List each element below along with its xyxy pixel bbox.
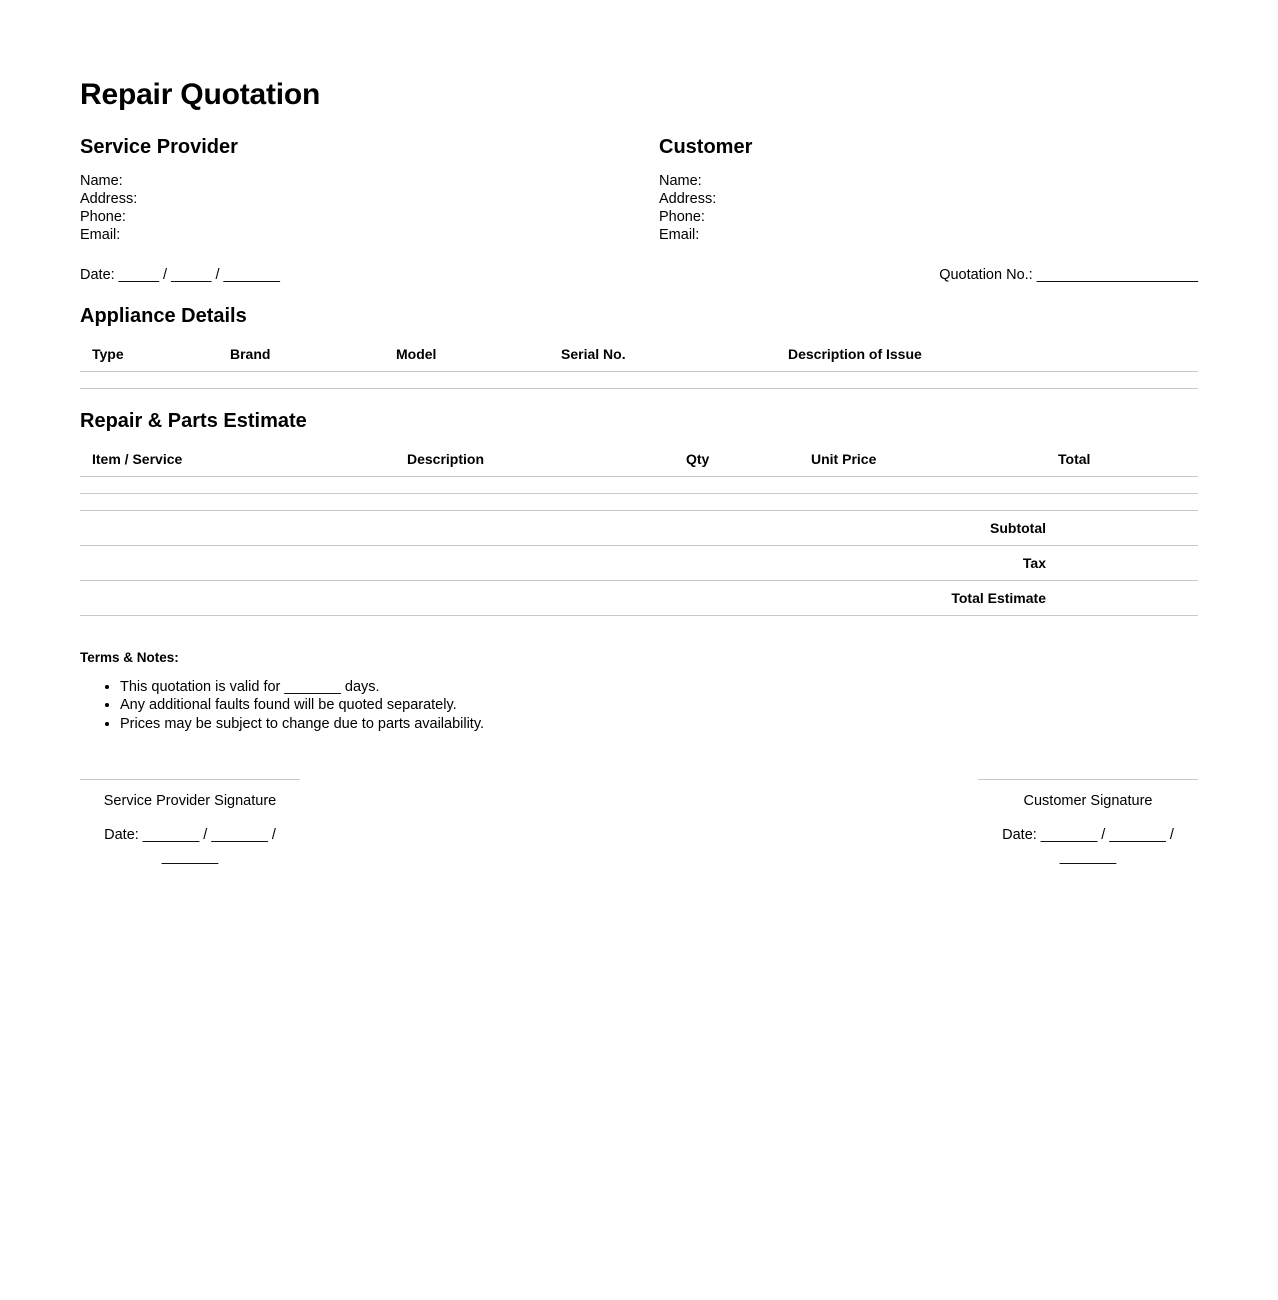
service-provider-name-label: Name: (80, 172, 123, 189)
customer-name-label: Name: (659, 172, 702, 189)
quotation-date-field[interactable]: Date: _____ / _____ / _______ (80, 266, 280, 283)
list-item: • Any additional faults found will be quoted separately. (120, 696, 1198, 715)
table-row[interactable] (80, 493, 1198, 510)
column-header-model: Model (384, 342, 549, 372)
cell-unit-price[interactable] (799, 476, 1046, 493)
customer-signature-label: Customer Signature (1023, 793, 1153, 810)
summary-label-tax: Tax (80, 545, 1046, 580)
service-provider-heading: Service Provider (80, 135, 238, 158)
cell-unit-price[interactable] (799, 493, 1046, 510)
customer-phone-label: Phone: (659, 209, 705, 226)
column-header-qty: Qty (674, 447, 799, 477)
summary-label-subtotal: Subtotal (80, 510, 1046, 545)
summary-row-subtotal (80, 510, 1198, 545)
cell-item-service[interactable] (80, 476, 395, 493)
cell-qty[interactable] (674, 476, 799, 493)
signature-line (80, 779, 300, 780)
customer-email-label: Email: (659, 227, 700, 244)
cell-total[interactable] (1046, 476, 1198, 493)
table-row[interactable] (80, 371, 1198, 388)
table-row[interactable] (80, 476, 1198, 493)
signatures-section (80, 779, 1198, 868)
terms-heading: Terms & Notes: (80, 649, 179, 665)
table-header-row (80, 342, 1198, 372)
repair-estimate-heading: Repair & Parts Estimate (80, 409, 307, 432)
cell-brand[interactable] (218, 371, 384, 388)
cell-qty[interactable] (674, 493, 799, 510)
column-header-item-service: Item / Service (80, 447, 395, 477)
appliance-details-table (80, 342, 1198, 389)
terms-list (80, 678, 1198, 734)
cell-serial-no[interactable] (549, 371, 776, 388)
cell-type[interactable] (80, 371, 218, 388)
summary-value-total-estimate[interactable] (1046, 580, 1198, 615)
column-header-type: Type (80, 342, 218, 372)
customer-heading: Customer (659, 135, 753, 158)
service-provider-signature-label: Service Provider Signature (103, 793, 277, 810)
customer-block (639, 135, 1198, 245)
summary-row-tax (80, 545, 1198, 580)
appliance-details-heading: Appliance Details (80, 304, 247, 327)
summary-value-subtotal[interactable] (1046, 510, 1198, 545)
service-provider-address-label: Address: (80, 190, 138, 207)
service-provider-signature-block (80, 779, 300, 868)
column-header-brand: Brand (218, 342, 384, 372)
cell-item-service[interactable] (80, 493, 395, 510)
service-provider-signature-date-field[interactable]: Date: _______ / _______ / _______ (104, 827, 280, 866)
terms-and-notes-section (80, 650, 1198, 734)
quotation-meta-row (80, 266, 1198, 284)
cell-model[interactable] (384, 371, 549, 388)
repair-estimate-table-wrap (80, 447, 1198, 616)
column-header-serial-no: Serial No. (549, 342, 776, 372)
service-provider-block (80, 135, 639, 245)
customer-signature-block (978, 779, 1198, 868)
summary-label-total-estimate: Total Estimate (80, 580, 1046, 615)
cell-description[interactable] (395, 493, 674, 510)
column-header-description-of-issue: Description of Issue (776, 342, 1198, 372)
customer-fields (659, 172, 1198, 245)
service-provider-email-label: Email: (80, 227, 121, 244)
customer-signature-date-field[interactable]: Date: _______ / _______ / _______ (1002, 827, 1178, 866)
quotation-number-field[interactable]: Quotation No.: ____________________ (939, 266, 1198, 283)
table-header-row (80, 447, 1198, 477)
page-title: Repair Quotation (80, 78, 321, 111)
cell-description-of-issue[interactable] (776, 371, 1198, 388)
repair-estimate-table (80, 447, 1198, 616)
list-item: • Prices may be subject to change due to parts availability. (120, 715, 1198, 734)
service-provider-phone-label: Phone: (80, 209, 126, 226)
appliance-details-table-wrap (80, 342, 1198, 389)
summary-value-tax[interactable] (1046, 545, 1198, 580)
parties-section (80, 135, 1198, 245)
list-item: • This quotation is valid for _______ days. (120, 678, 1198, 697)
column-header-unit-price: Unit Price (799, 447, 1046, 477)
service-provider-fields (80, 172, 639, 245)
column-header-total: Total (1046, 447, 1198, 477)
column-header-description: Description (395, 447, 674, 477)
signature-line (978, 779, 1198, 780)
cell-total[interactable] (1046, 493, 1198, 510)
cell-description[interactable] (395, 476, 674, 493)
customer-address-label: Address: (659, 190, 717, 207)
summary-row-total-estimate (80, 580, 1198, 615)
